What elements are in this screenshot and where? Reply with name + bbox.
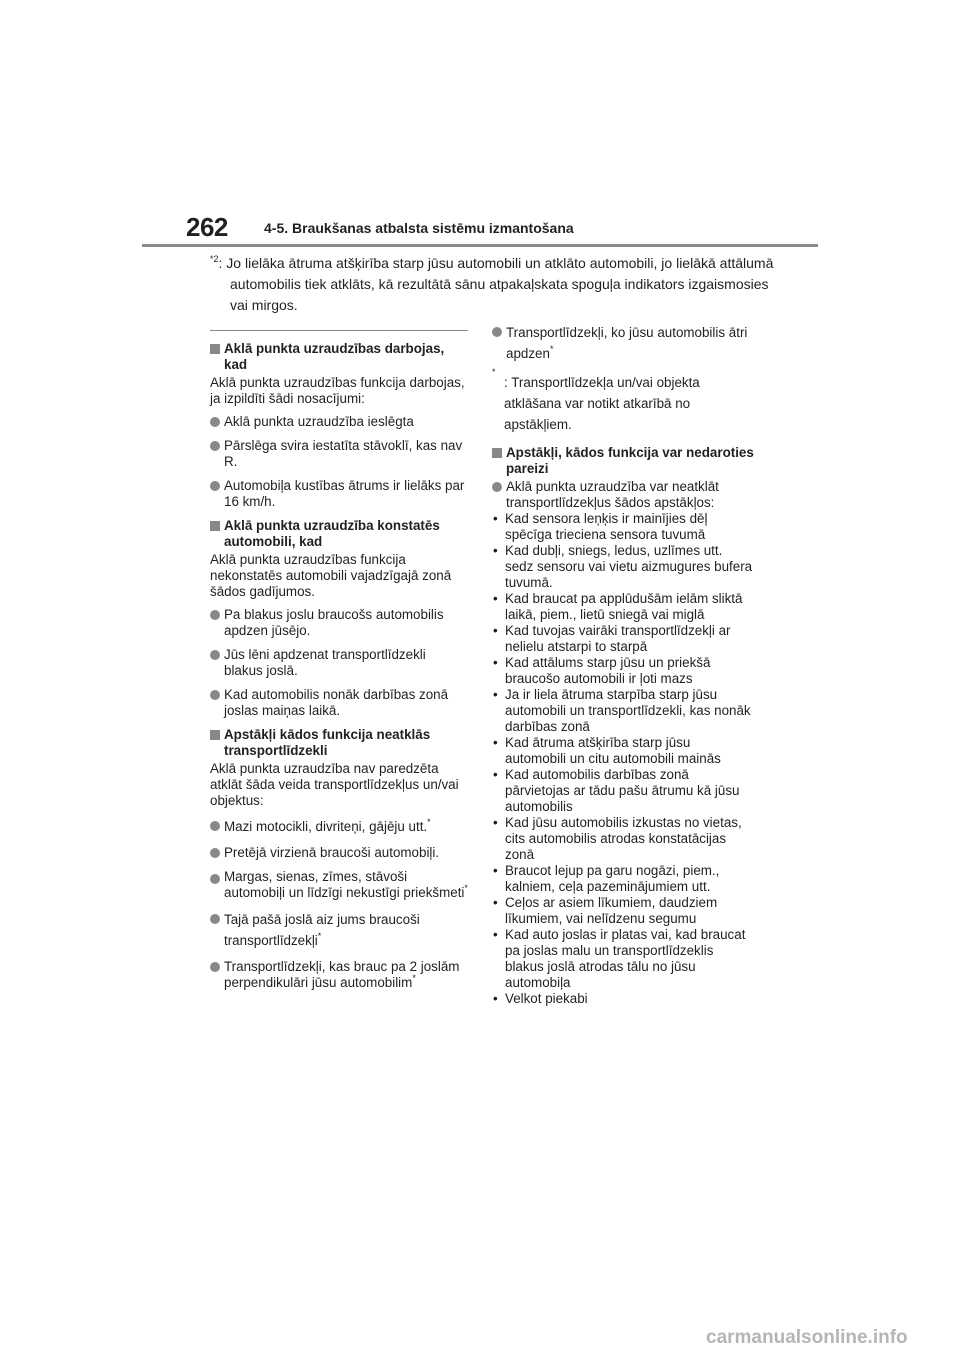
heading-text: Aklā punkta uzraudzības darbojas, kad — [224, 341, 445, 372]
list-item-text: Automobiļa kustības ātrums ir lielāks par 16 km/h. — [224, 478, 465, 509]
circle-bullet-icon — [210, 848, 220, 858]
circle-bullet-icon — [492, 327, 502, 337]
list-item — [210, 647, 468, 679]
footnote-marker: *2 — [210, 254, 219, 264]
list-item — [210, 414, 468, 430]
list-item — [210, 607, 468, 639]
heading-text: Apstākļi, kādos funkcija var nedaroties pareizi — [506, 445, 754, 476]
sub-list-item: • Kad sensora leņķis ir mainījies dēļ spēcīga trieciena sensora tuvumā — [492, 511, 754, 543]
paragraph: Aklā punkta uzraudzība nav paredzēta atklāt šāda veida transportlīdzekļus un/vai objektus: — [210, 761, 459, 808]
list-item-text: Aklā punkta uzraudzība var neatklāt transportlīdzekļus šādos apstākļos: — [506, 479, 719, 510]
sub-list-item: • Kad attālums starp jūsu un priekšā braucošo automobili ir ļoti mazs — [492, 655, 754, 687]
sub-list-item: • Kad auto joslas ir platas vai, kad braucat pa joslas malu un transportlīdzeklis blakus joslā atrodas tālu no jūsu automobiļa — [492, 927, 754, 991]
list-item-text: Jūs lēni apdzenat transportlīdzekli blakus joslā. — [224, 647, 426, 678]
asterisk-marker: * — [427, 817, 431, 827]
asterisk-marker: * — [317, 931, 322, 941]
sub-list-item: • Kad ātruma atšķirība starp jūsu automobili un citu automobili mainās — [492, 735, 754, 767]
sub-list-item: • Ceļos ar asiem līkumiem, daudziem līkumiem, vai nelīdzenu segumu — [492, 895, 754, 927]
paragraph: Aklā punkta uzraudzības funkcija darbojas, ja izpildīti šādi nosacījumi: — [210, 375, 465, 406]
circle-bullet-icon — [210, 441, 220, 451]
left-column — [210, 330, 468, 999]
list-item-text: Pārslēga svira iestatīta stāvoklī, kas nav R. — [224, 438, 463, 469]
square-bullet-icon — [210, 344, 220, 354]
paragraph: Aklā punkta uzraudzības funkcija nekonstatēs automobili vajadzīgajā zonā šādos gadījumos. — [210, 552, 452, 599]
list-item-text: Kad automobilis nonāk darbības zonā joslas maiņas laikā. — [224, 687, 449, 718]
circle-bullet-icon — [210, 481, 220, 491]
list-item-text: Tajā pašā joslā aiz jums braucoši transportlīdzekļi — [224, 912, 420, 948]
list-item-text: Aklā punkta uzraudzība ieslēgta — [224, 414, 414, 429]
list-item — [210, 909, 468, 951]
circle-bullet-icon — [210, 610, 220, 620]
footnote-top — [210, 253, 790, 316]
sub-list-item: • Kad tuvojas vairāki transportlīdzekļi ar nelielu atstarpi to starpā — [492, 623, 754, 655]
list-item — [210, 845, 468, 861]
list-item — [492, 479, 754, 1007]
circle-bullet-icon — [492, 482, 502, 492]
asterisk-marker: * — [412, 973, 416, 983]
footnote-text: : Transportlīdzekļa un/vai objekta atklāšana var notikt atkarībā no apstākļiem. — [504, 375, 700, 432]
header-divider — [142, 244, 818, 247]
list-item — [210, 816, 468, 837]
square-bullet-icon — [210, 730, 220, 740]
list-item — [210, 959, 468, 991]
sub-list — [492, 511, 754, 1007]
circle-bullet-icon — [210, 914, 220, 924]
sub-list-item: • Velkot piekabi — [492, 991, 754, 1007]
list-item — [210, 438, 468, 470]
section-heading — [210, 518, 468, 550]
list-item — [492, 322, 754, 364]
heading-text: Apstākļi kādos funkcija neatklās transportlīdzekli — [224, 727, 431, 758]
sub-list-item: • Braucot lejup pa garu nogāzi, piem., kalniem, ceļa pazeminājumiem utt. — [492, 863, 754, 895]
asterisk-marker: * — [464, 883, 468, 893]
list-item — [210, 478, 468, 510]
circle-bullet-icon — [210, 821, 220, 831]
square-bullet-icon — [492, 448, 502, 458]
list-item-text: Mazi motocikli, divriteņi, gājēju utt. — [224, 819, 428, 834]
square-bullet-icon — [210, 521, 220, 531]
page-number: 262 — [186, 212, 228, 242]
list-item-text: Pa blakus joslu braucošs automobilis apdzen jūsējo. — [224, 607, 444, 638]
sub-list-item: • Kad braucat pa applūdušām ielām sliktā laikā, piem., lietū sniegā vai miglā — [492, 591, 754, 623]
asterisk-marker: * — [549, 344, 554, 354]
circle-bullet-icon — [210, 690, 220, 700]
section-heading — [492, 445, 754, 477]
circle-bullet-icon — [210, 650, 220, 660]
footnote: * : Transportlīdzekļa un/vai objekta atklāšana var notikt atkarībā no apstākļiem. — [492, 367, 700, 432]
heading-text: Aklā punkta uzraudzība konstatēs automobili, kad — [224, 518, 440, 549]
sub-list-item: • Kad jūsu automobilis izkustas no vietas, cits automobilis atrodas konstatācijas zonā — [492, 815, 754, 863]
list-item-text: Pretējā virzienā braucoši automobiļi. — [224, 845, 440, 860]
section-heading — [210, 341, 468, 373]
list-item-text: Margas, sienas, zīmes, stāvoši automobiļi un līdzīgi nekustīgi priekšmeti — [224, 869, 465, 900]
footnote-text: : Jo lielāka ātruma atšķirība starp jūsu automobili un atklāto automobili, jo lielākā attālumā automobilis tiek atklāts, kā rezultātā sānu atpakaļskata spoguļa indikators izgaismosies vai mirgos. — [218, 255, 774, 313]
list-item-text: Transportlīdzekļi, ko jūsu automobilis ātri apdzen — [506, 325, 748, 361]
sub-list-item: • Kad dubļi, sniegs, ledus, uzlīmes utt. sedz sensoru vai vietu aizmugures bufera tuvumā. — [492, 543, 754, 591]
watermark: carmanualsonline.info — [706, 1327, 908, 1348]
section-heading — [210, 727, 468, 759]
sub-list-item: • Kad automobilis darbības zonā pārvietojas ar tādu pašu ātrumu kā jūsu automobilis — [492, 767, 754, 815]
circle-bullet-icon — [210, 962, 220, 972]
circle-bullet-icon — [210, 874, 220, 884]
section-title: 4-5. Braukšanas atbalsta sistēmu izmantošana — [264, 220, 574, 236]
list-item — [210, 687, 468, 719]
list-item — [210, 869, 468, 901]
circle-bullet-icon — [210, 417, 220, 427]
sub-list-item: • Ja ir liela ātruma starpība starp jūsu automobili un transportlīdzekli, kas nonāk darbības zonā — [492, 687, 754, 735]
list-item-text: Transportlīdzekļi, kas brauc pa 2 joslām perpendikulāri jūsu automobilim — [224, 959, 460, 990]
right-column — [492, 322, 754, 1007]
